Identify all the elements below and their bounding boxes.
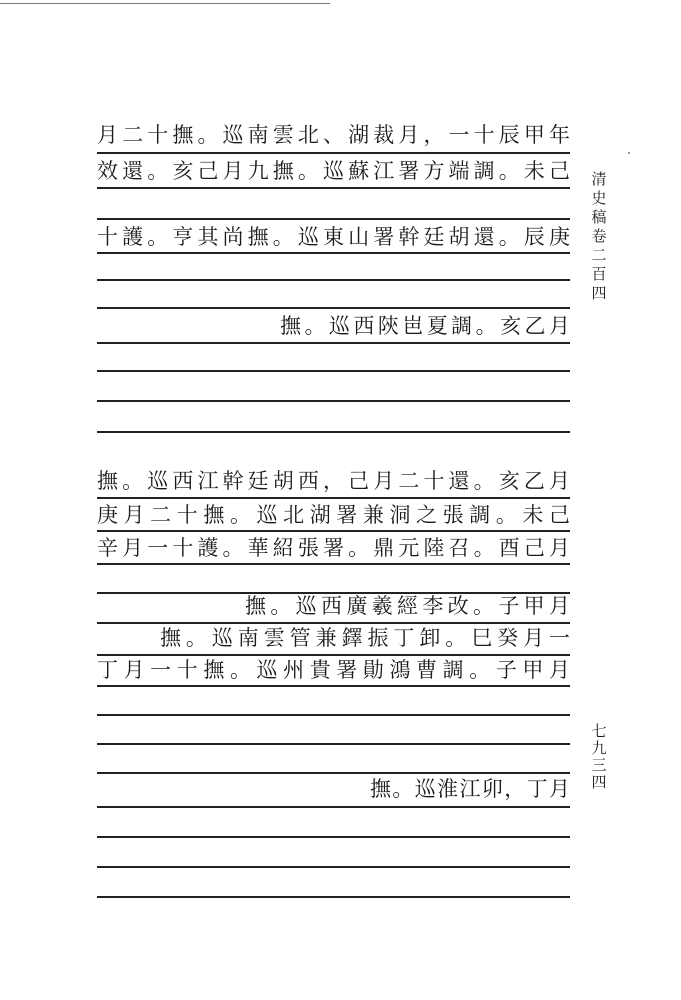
- rule-13: [97, 563, 570, 565]
- running-title: 清史稿卷二百四: [591, 170, 607, 302]
- rule-3: [97, 218, 570, 220]
- text-row-5: 撫。巡西江幹廷胡西，己月二十還。亥乙月: [97, 469, 570, 493]
- rule-2: [97, 187, 570, 189]
- rule-8: [97, 370, 570, 372]
- top-rule: [0, 3, 330, 4]
- text-row-8: 撫。巡西廣羲經李改。子甲月: [245, 594, 570, 618]
- text-row-10: 丁月一十撫。巡州貴署勛鴻曹調。子甲月: [97, 658, 570, 682]
- rule-18: [97, 714, 570, 716]
- text-row-6: 庚月二十撫。巡北湖署兼洞之張調。未己: [97, 503, 570, 527]
- page-number: 七九三四: [591, 722, 607, 791]
- rule-1: [97, 152, 570, 154]
- rule-19: [97, 743, 570, 745]
- speck: [628, 152, 630, 154]
- rule-7: [97, 342, 570, 344]
- rule-23: [97, 866, 570, 868]
- rule-22: [97, 836, 570, 838]
- text-row-9: 撫。巡南雲管兼鐸振丁卸。巳癸月一: [160, 626, 570, 650]
- rule-9: [97, 400, 570, 402]
- rule-4: [97, 252, 570, 254]
- rule-5: [97, 279, 570, 281]
- rule-17: [97, 685, 570, 687]
- rule-21: [97, 806, 570, 808]
- rule-10: [97, 431, 570, 433]
- text-row-1: 月二十撫。巡南雲北、湖裁月，一十辰甲年: [97, 123, 570, 147]
- rule-24: [97, 896, 570, 898]
- text-row-7: 辛月一十護。華紹張署。鼎元陸召。酉己月: [97, 536, 570, 560]
- text-row-4: 撫。巡西陝岜夏調。亥乙月: [280, 314, 570, 338]
- text-row-2: 效還。亥己月九撫。巡蘇江署方端調。未己: [97, 159, 570, 183]
- text-row-3: 十護。亨其尚撫。巡東山署幹廷胡還。辰庚: [97, 225, 570, 249]
- text-row-11: 撫。巡淮江卯，丁月: [370, 777, 570, 801]
- rule-6: [97, 307, 570, 309]
